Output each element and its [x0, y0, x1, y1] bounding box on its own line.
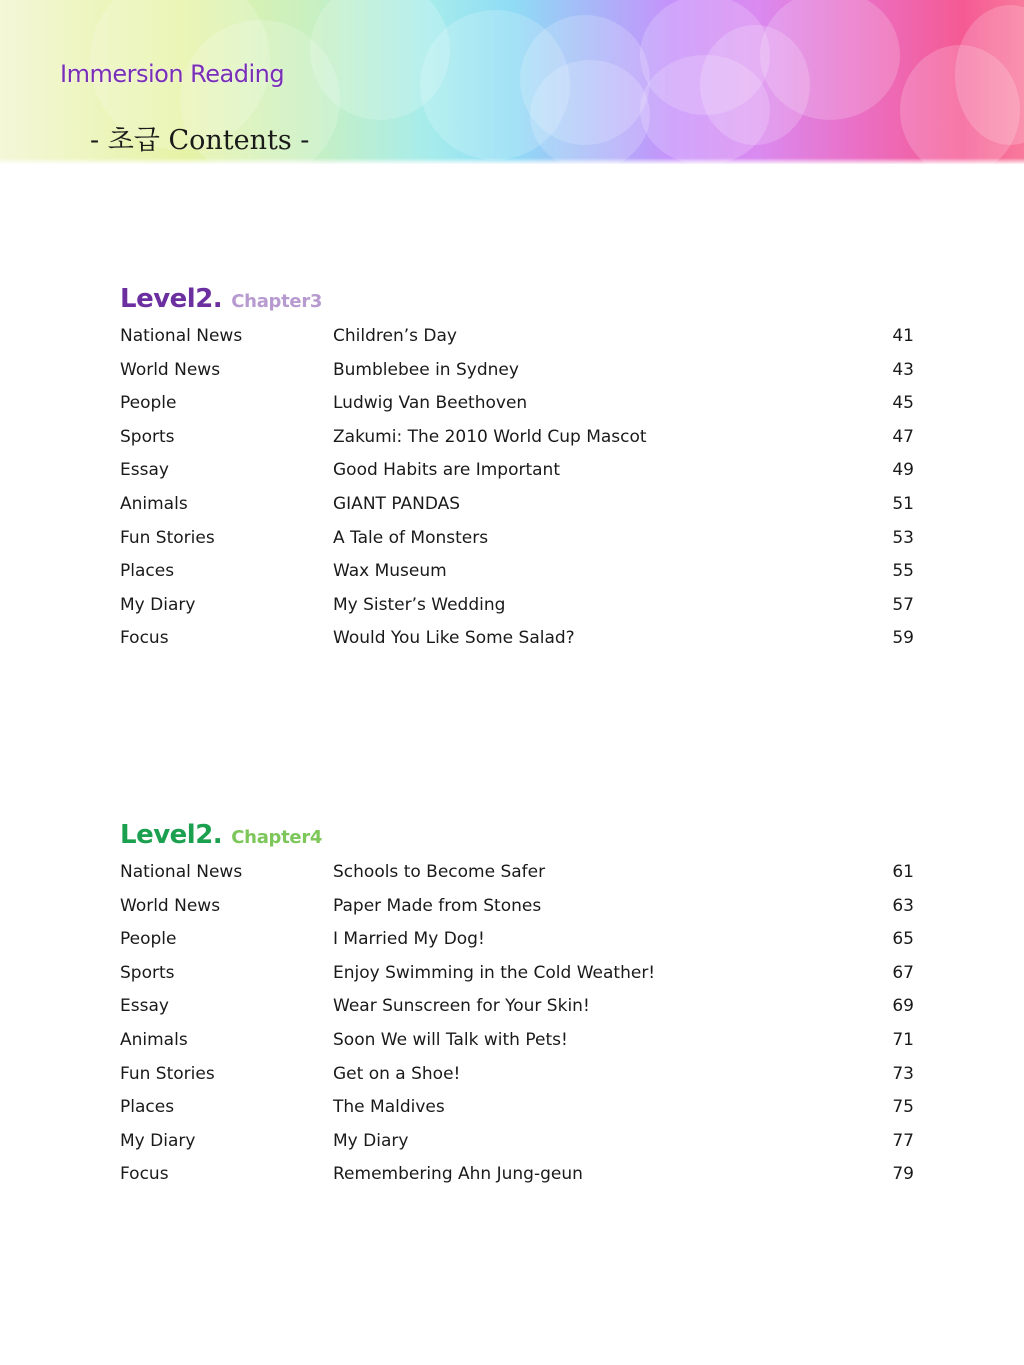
- toc-category: Sports: [120, 962, 175, 983]
- toc-list: [120, 856, 920, 1192]
- toc-category: People: [120, 393, 177, 414]
- toc-row[interactable]: [120, 890, 920, 924]
- toc-row[interactable]: [120, 522, 920, 556]
- toc-category: Focus: [120, 628, 169, 649]
- toc-row[interactable]: [120, 421, 920, 455]
- toc-title: Remembering Ahn Jung-geun: [333, 1164, 583, 1185]
- toc-category: Fun Stories: [120, 1063, 215, 1084]
- toc-page-number: 45: [892, 393, 914, 414]
- toc-page-number: 63: [892, 895, 914, 916]
- toc-page-number: 57: [892, 594, 914, 615]
- toc-title: Zakumi: The 2010 World Cup Mascot: [333, 426, 647, 447]
- toc-page-number: 67: [892, 962, 914, 983]
- toc-title: I Married My Dog!: [333, 929, 485, 950]
- toc-category: People: [120, 929, 177, 950]
- chapter-label: Chapter4: [231, 827, 323, 848]
- toc-title: Paper Made from Stones: [333, 895, 542, 916]
- toc-page-number: 43: [892, 359, 914, 380]
- toc-row[interactable]: [120, 1091, 920, 1125]
- decorative-bubble: [760, 0, 900, 120]
- level-label: Level2.: [120, 284, 223, 314]
- toc-page-number: 71: [892, 1029, 914, 1050]
- toc-row[interactable]: [120, 488, 920, 522]
- toc-category: Essay: [120, 996, 169, 1017]
- toc-title: Good Habits are Important: [333, 460, 560, 481]
- toc-row[interactable]: [120, 990, 920, 1024]
- section-heading: [120, 284, 920, 320]
- toc-category: Animals: [120, 493, 188, 514]
- toc-title: Bumblebee in Sydney: [333, 359, 519, 380]
- toc-title: My Diary: [333, 1130, 409, 1151]
- toc-page-number: 69: [892, 996, 914, 1017]
- toc-category: Places: [120, 561, 175, 582]
- toc-row[interactable]: [120, 320, 920, 354]
- chapter4-section: [120, 820, 920, 1192]
- toc-page-number: 55: [892, 561, 914, 582]
- toc-title: Wear Sunscreen for Your Skin!: [333, 996, 590, 1017]
- toc-category: National News: [120, 862, 243, 882]
- toc-page-number: 77: [892, 1130, 914, 1151]
- toc-page-number: 41: [892, 326, 914, 346]
- decorative-bubble: [530, 60, 650, 164]
- toc-title: The Maldives: [333, 1097, 445, 1118]
- toc-list: [120, 320, 920, 656]
- header-banner: [0, 0, 1024, 164]
- toc-row[interactable]: [120, 1058, 920, 1092]
- toc-row[interactable]: [120, 589, 920, 623]
- toc-title: A Tale of Monsters: [333, 527, 489, 548]
- toc-page-number: 51: [892, 493, 914, 514]
- chapter-label: Chapter3: [231, 291, 323, 312]
- toc-title: Soon We will Talk with Pets!: [333, 1029, 568, 1050]
- toc-page-number: 59: [892, 628, 914, 649]
- toc-page-number: 49: [892, 460, 914, 481]
- toc-title: Enjoy Swimming in the Cold Weather!: [333, 962, 656, 983]
- toc-row[interactable]: [120, 354, 920, 388]
- toc-category: My Diary: [120, 1130, 196, 1151]
- toc-row[interactable]: [120, 957, 920, 991]
- toc-row[interactable]: [120, 555, 920, 589]
- toc-category: Places: [120, 1097, 175, 1118]
- chapter3-section: [120, 284, 920, 656]
- toc-category: World News: [120, 359, 221, 380]
- toc-category: Animals: [120, 1029, 188, 1050]
- toc-title: Schools to Become Safer: [333, 862, 546, 882]
- toc-row[interactable]: [120, 1158, 920, 1192]
- toc-title: Get on a Shoe!: [333, 1063, 461, 1084]
- toc-category: Focus: [120, 1164, 169, 1185]
- brand-title: Immersion Reading: [60, 60, 285, 88]
- toc-title: Ludwig Van Beethoven: [333, 393, 528, 414]
- section-heading: [120, 820, 920, 856]
- toc-row[interactable]: [120, 856, 920, 890]
- toc-title: Wax Museum: [333, 561, 447, 582]
- toc-category: National News: [120, 326, 243, 346]
- toc-row[interactable]: [120, 923, 920, 957]
- toc-title: Would You Like Some Salad?: [333, 628, 575, 649]
- toc-title: My Sister’s Wedding: [333, 594, 506, 615]
- toc-page-number: 47: [892, 426, 914, 447]
- toc-category: Sports: [120, 426, 175, 447]
- toc-page-number: 53: [892, 527, 914, 548]
- toc-category: Fun Stories: [120, 527, 215, 548]
- toc-row[interactable]: [120, 454, 920, 488]
- contents-title: - 초급 Contents -: [90, 125, 310, 156]
- toc-row[interactable]: [120, 387, 920, 421]
- toc-title: GIANT PANDAS: [333, 493, 461, 514]
- toc-category: My Diary: [120, 594, 196, 615]
- banner-fade: [0, 158, 1024, 164]
- toc-row[interactable]: [120, 1024, 920, 1058]
- toc-page-number: 73: [892, 1063, 914, 1084]
- toc-row[interactable]: [120, 1125, 920, 1159]
- level-label: Level2.: [120, 820, 223, 850]
- toc-title: Children’s Day: [333, 326, 457, 346]
- toc-page-number: 61: [892, 862, 914, 882]
- toc-category: World News: [120, 895, 221, 916]
- toc-row[interactable]: [120, 622, 920, 656]
- toc-page-number: 75: [892, 1097, 914, 1118]
- toc-category: Essay: [120, 460, 169, 481]
- toc-page-number: 65: [892, 929, 914, 950]
- toc-page-number: 79: [892, 1164, 914, 1185]
